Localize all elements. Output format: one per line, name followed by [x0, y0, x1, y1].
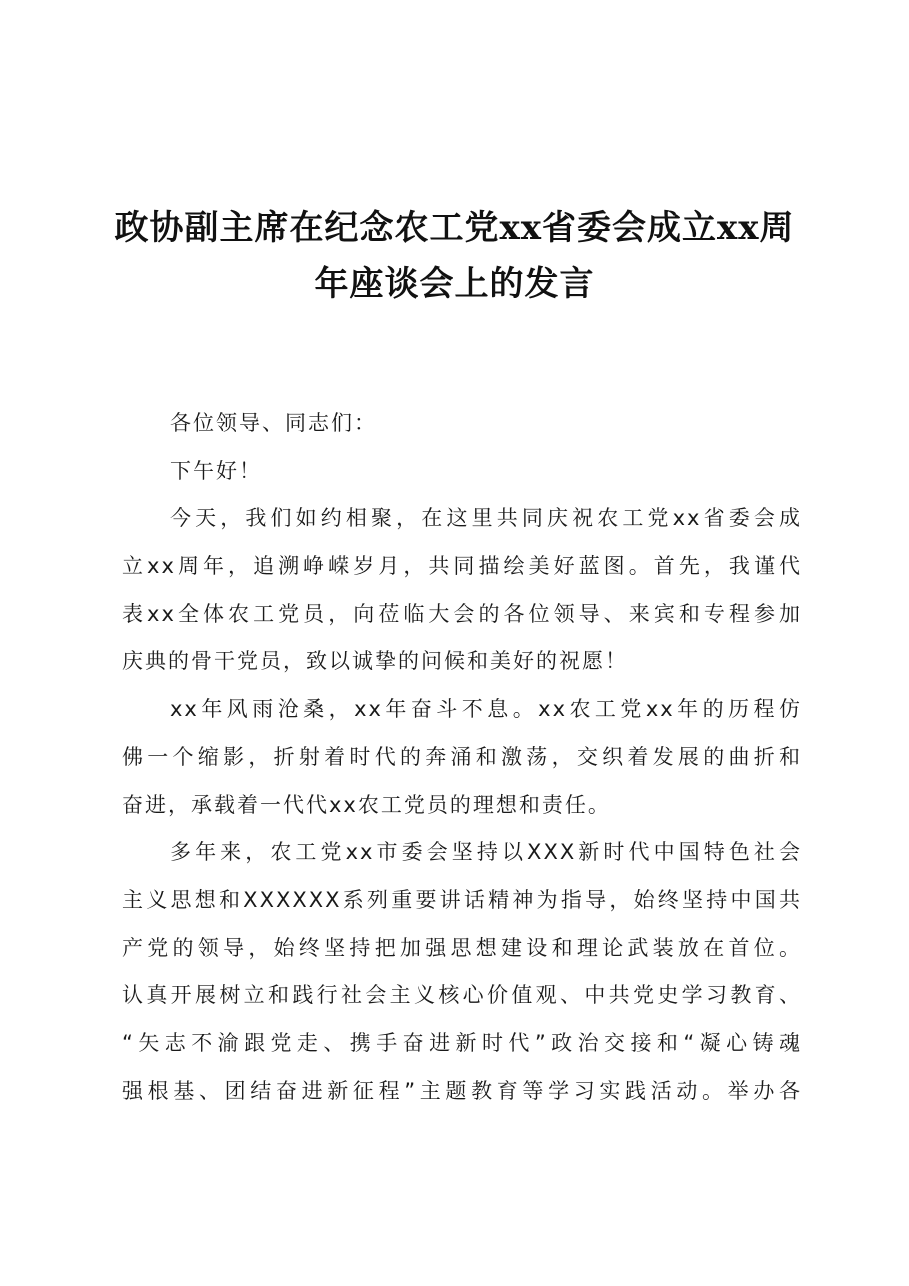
body-line: 各位领导、同志们：	[170, 411, 377, 435]
body-line: 产党的领导，始终坚持把加强思想建设和理论武装放在首位。	[122, 935, 802, 960]
title-line-2: 年座谈会上的发言	[314, 264, 595, 304]
body-line: 佛一个缩影，折射着时代的奔涌和激荡，交织着发展的曲折和	[122, 744, 802, 769]
body-line: 认真开展树立和践行社会主义核心价值观、中共党史学习教育、	[122, 983, 802, 1008]
document-body	[122, 400, 802, 1115]
body-line: xx年风雨沧桑，xx年奋斗不息。xx农工党xx年的历程仿	[170, 697, 802, 722]
document-title	[100, 200, 809, 312]
body-line: 立xx周年，追溯峥嵘岁月，共同描绘美好蓝图。首先，我谨代	[122, 554, 802, 579]
body-line: 多年来，农工党xx市委会坚持以XXX新时代中国特色社会	[170, 840, 802, 865]
body-line: 主义思想和XXXXXX系列重要讲话精神为指导，始终坚持中国共	[122, 887, 802, 912]
body-line: “矢志不渝跟党走、携手奋进新时代”政治交接和“凝心铸魂	[122, 1030, 802, 1055]
body-line: 表xx全体农工党员，向莅临大会的各位领导、来宾和专程参加	[122, 601, 802, 626]
body-line: 庆典的骨干党员，致以诚挚的问候和美好的祝愿！	[122, 649, 628, 674]
body-line: 下午好！	[170, 458, 262, 483]
body-line: 奋进，承载着一代代xx农工党员的理想和责任。	[122, 792, 611, 817]
body-line: 强根基、团结奋进新征程”主题教育等学习实践活动。举办各	[122, 1078, 802, 1103]
title-line-1: 政协副主席在纪念农工党xx省委会成立xx周	[114, 208, 795, 248]
body-line: 今天，我们如约相聚，在这里共同庆祝农工党xx省委会成	[170, 506, 802, 531]
